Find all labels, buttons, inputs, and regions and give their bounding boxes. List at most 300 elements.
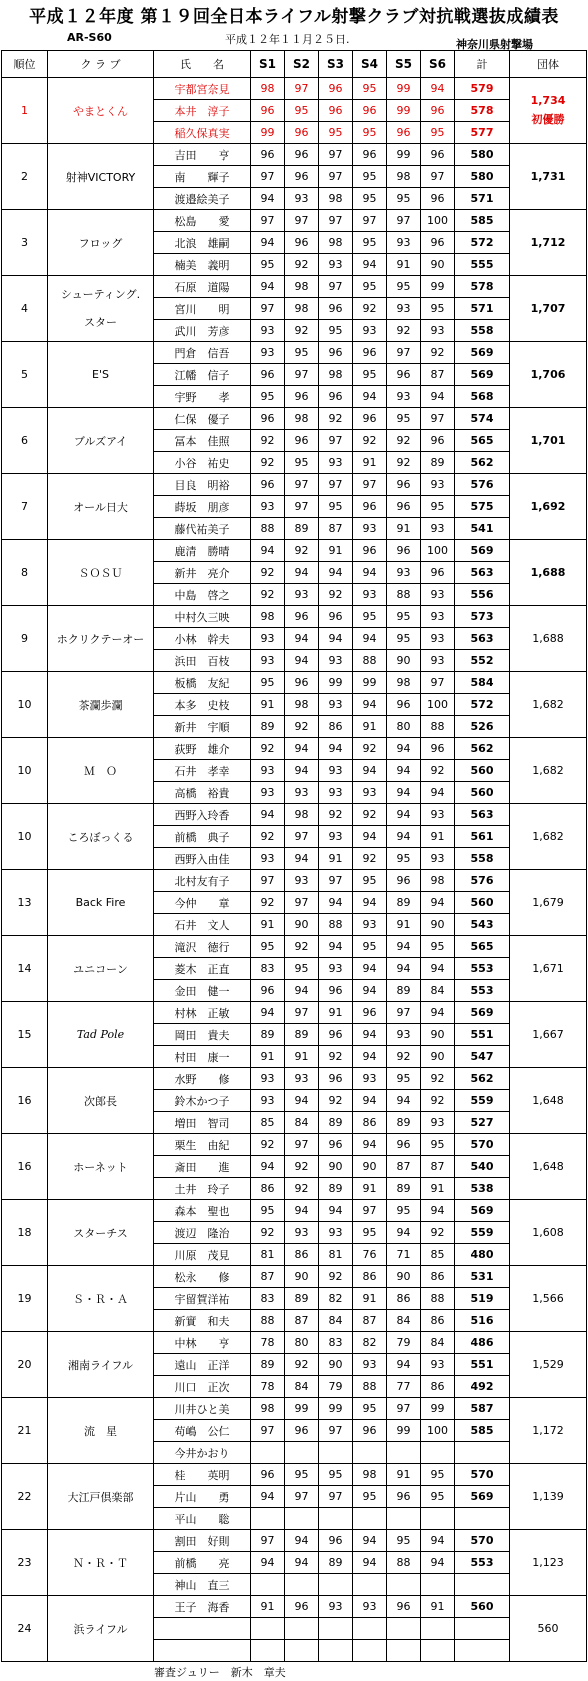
score-s2: 97 <box>285 474 319 496</box>
shooter-total: 569 <box>455 1486 510 1508</box>
score-s4: 88 <box>353 650 387 672</box>
score-s1: 93 <box>251 342 285 364</box>
score-s4: 93 <box>353 914 387 936</box>
score-s2: 95 <box>285 100 319 122</box>
score-s5: 96 <box>387 870 421 892</box>
header-club: ク ラ ブ <box>48 51 154 78</box>
score-s4: 96 <box>353 100 387 122</box>
score-s3: 97 <box>319 166 353 188</box>
shooter-name: 川井ひと美 <box>154 1398 251 1420</box>
team-rank: 1 <box>2 78 48 144</box>
score-s1: 97 <box>251 1420 285 1442</box>
team-total <box>510 606 587 672</box>
score-s5: 77 <box>387 1376 421 1398</box>
score-s3: 96 <box>319 100 353 122</box>
score-s3: 96 <box>319 1068 353 1090</box>
shooter-name: 吉田 亨 <box>154 144 251 166</box>
shooter-total: 573 <box>455 606 510 628</box>
team-rank: 10 <box>2 672 48 738</box>
score-s1: 98 <box>251 1398 285 1420</box>
shooter-total: 486 <box>455 1332 510 1354</box>
team-total <box>510 1266 587 1332</box>
score-s4: 82 <box>353 1332 387 1354</box>
team-club <box>48 210 154 276</box>
team-total-value: 1,608 <box>532 1226 564 1239</box>
score-s4: 95 <box>353 122 387 144</box>
team-club <box>48 1200 154 1266</box>
team-club-label: やまとくん <box>73 104 128 118</box>
team-total-value: 1,172 <box>532 1424 564 1437</box>
score-s3 <box>319 1442 353 1464</box>
score-s6: 90 <box>421 254 455 276</box>
shooter-name: 冨本 佳照 <box>154 430 251 452</box>
score-s5: 93 <box>387 232 421 254</box>
header-s2: S2 <box>285 51 319 78</box>
score-s6: 93 <box>421 804 455 826</box>
score-s4: 96 <box>353 408 387 430</box>
score-s3: 96 <box>319 78 353 100</box>
team-total-value: 1,692 <box>530 500 566 513</box>
team-total-value: 1,529 <box>532 1358 564 1371</box>
score-s6: 85 <box>421 1244 455 1266</box>
score-s3: 97 <box>319 1420 353 1442</box>
score-s5: 86 <box>387 1288 421 1310</box>
shooter-name: 遠山 正洋 <box>154 1354 251 1376</box>
team-club-line2: スター <box>84 315 117 329</box>
shooter-name: 江幡 信子 <box>154 364 251 386</box>
score-s5: 91 <box>387 254 421 276</box>
score-s3: 94 <box>319 628 353 650</box>
championship-note: 初優勝 <box>531 113 565 126</box>
team-total <box>510 78 587 144</box>
score-s1: 78 <box>251 1376 285 1398</box>
table-row <box>2 606 587 628</box>
team-club-label: 射神VICTORY <box>65 170 136 184</box>
score-s5: 96 <box>387 1134 421 1156</box>
team-total-value: 560 <box>537 1622 559 1635</box>
score-s4: 94 <box>353 892 387 914</box>
team-total <box>510 1464 587 1530</box>
team-club-label: 浜ライフル <box>73 1622 128 1636</box>
score-s2: 95 <box>285 452 319 474</box>
score-s6: 86 <box>421 1266 455 1288</box>
score-s5: 95 <box>387 1530 421 1552</box>
shooter-total: 553 <box>455 1552 510 1574</box>
score-s2: 99 <box>285 1398 319 1420</box>
team-total <box>510 1596 587 1662</box>
score-s6 <box>421 1574 455 1596</box>
header-team: 団体 <box>510 51 587 78</box>
shooter-name: 鹿清 勝晴 <box>154 540 251 562</box>
shooter-total: 558 <box>455 848 510 870</box>
score-s3: 97 <box>319 276 353 298</box>
score-s3 <box>319 1508 353 1530</box>
score-s5: 95 <box>387 1068 421 1090</box>
shooter-name: 本多 史枝 <box>154 694 251 716</box>
shooter-total: 552 <box>455 650 510 672</box>
shooter-total: 553 <box>455 980 510 1002</box>
team-total-value: 1,701 <box>530 434 566 447</box>
score-s5: 92 <box>387 320 421 342</box>
score-s1: 97 <box>251 210 285 232</box>
score-s5: 92 <box>387 1046 421 1068</box>
score-s3: 94 <box>319 936 353 958</box>
shooter-name: 新井 宇順 <box>154 716 251 738</box>
shooter-name: 松島 愛 <box>154 210 251 232</box>
score-s3: 93 <box>319 1222 353 1244</box>
score-s6: 95 <box>421 1464 455 1486</box>
team-total <box>510 1134 587 1200</box>
score-s1: 94 <box>251 276 285 298</box>
score-s6: 96 <box>421 562 455 584</box>
score-s6: 96 <box>421 100 455 122</box>
team-club <box>48 144 154 210</box>
shooter-name: 楠美 義明 <box>154 254 251 276</box>
score-s5: 99 <box>387 144 421 166</box>
score-s4: 94 <box>353 958 387 980</box>
score-s4: 95 <box>353 166 387 188</box>
score-s6: 94 <box>421 78 455 100</box>
score-s3: 92 <box>319 1090 353 1112</box>
score-s4: 92 <box>353 738 387 760</box>
score-s2: 90 <box>285 1266 319 1288</box>
score-s1: 93 <box>251 760 285 782</box>
header-s5: S5 <box>387 51 421 78</box>
shooter-name: 岡田 貴夫 <box>154 1024 251 1046</box>
shooter-name: 平山 聡 <box>154 1508 251 1530</box>
shooter-total: 584 <box>455 672 510 694</box>
score-s4 <box>353 1618 387 1640</box>
team-club-label: ブルズアイ <box>73 434 128 448</box>
team-total <box>510 1332 587 1398</box>
score-s4: 95 <box>353 870 387 892</box>
score-s2: 84 <box>285 1376 319 1398</box>
score-s6: 100 <box>421 1420 455 1442</box>
team-total-value: 1,682 <box>532 830 564 843</box>
score-s3: 95 <box>319 496 353 518</box>
score-s6: 94 <box>421 782 455 804</box>
score-s5: 94 <box>387 1354 421 1376</box>
team-club <box>48 1332 154 1398</box>
team-club <box>48 408 154 474</box>
score-s3: 96 <box>319 1024 353 1046</box>
score-s6: 92 <box>421 1068 455 1090</box>
score-s4: 88 <box>353 1376 387 1398</box>
shooter-name: 板橋 友紀 <box>154 672 251 694</box>
score-s5 <box>387 1442 421 1464</box>
shooter-total: 560 <box>455 782 510 804</box>
score-s6: 95 <box>421 1486 455 1508</box>
shooter-name: 武川 芳彦 <box>154 320 251 342</box>
team-club-label: Ｓ・Ｒ・Ａ <box>73 1292 128 1306</box>
score-s1 <box>251 1442 285 1464</box>
score-s5: 96 <box>387 364 421 386</box>
score-s4: 96 <box>353 1002 387 1024</box>
table-row <box>2 1596 587 1618</box>
score-s4: 98 <box>353 1464 387 1486</box>
score-s2: 94 <box>285 760 319 782</box>
score-s1: 91 <box>251 1596 285 1618</box>
score-s3: 97 <box>319 474 353 496</box>
shooter-name: 本井 淳子 <box>154 100 251 122</box>
score-s1: 91 <box>251 914 285 936</box>
team-club <box>48 78 154 144</box>
shooter-total: 570 <box>455 1530 510 1552</box>
shooter-name <box>154 1640 251 1662</box>
score-s5: 94 <box>387 804 421 826</box>
shooter-name: 前橋 亮 <box>154 1552 251 1574</box>
score-s6: 94 <box>421 1552 455 1574</box>
score-s5: 97 <box>387 342 421 364</box>
score-s1: 92 <box>251 452 285 474</box>
score-s2: 96 <box>285 430 319 452</box>
shooter-total: 572 <box>455 694 510 716</box>
score-s6: 100 <box>421 540 455 562</box>
team-club-label: Ｍ Ｏ <box>84 764 117 778</box>
shooter-total: 555 <box>455 254 510 276</box>
team-rank: 9 <box>2 606 48 672</box>
score-s1: 96 <box>251 1464 285 1486</box>
team-club-label: ホクリクテーオー <box>56 632 145 646</box>
shooter-name: 中村久三映 <box>154 606 251 628</box>
table-row <box>2 936 587 958</box>
score-s6: 94 <box>421 386 455 408</box>
score-s3: 91 <box>319 540 353 562</box>
score-s3: 96 <box>319 342 353 364</box>
score-s5: 98 <box>387 672 421 694</box>
score-s3: 94 <box>319 738 353 760</box>
score-s1: 93 <box>251 1090 285 1112</box>
score-s6: 92 <box>421 1090 455 1112</box>
shooter-name: 小林 幹夫 <box>154 628 251 650</box>
score-s3: 86 <box>319 716 353 738</box>
score-s2: 94 <box>285 1552 319 1574</box>
team-total <box>510 540 587 606</box>
score-s1: 96 <box>251 980 285 1002</box>
score-s5: 84 <box>387 1310 421 1332</box>
score-s3: 93 <box>319 826 353 848</box>
team-rank: 10 <box>2 738 48 804</box>
score-s3: 93 <box>319 958 353 980</box>
score-s3: 98 <box>319 364 353 386</box>
shooter-name: 石井 孝幸 <box>154 760 251 782</box>
score-s5: 91 <box>387 1464 421 1486</box>
score-s4: 94 <box>353 694 387 716</box>
score-s2 <box>285 1442 319 1464</box>
score-s5: 91 <box>387 518 421 540</box>
score-s2: 96 <box>285 672 319 694</box>
score-s6: 87 <box>421 364 455 386</box>
team-club <box>48 870 154 936</box>
score-s1: 93 <box>251 848 285 870</box>
score-s2 <box>285 1508 319 1530</box>
team-total-value: 1,734 <box>530 94 566 107</box>
score-s1: 94 <box>251 1486 285 1508</box>
team-club <box>48 1266 154 1332</box>
score-s6: 86 <box>421 1310 455 1332</box>
table-row <box>2 210 587 232</box>
score-s4: 94 <box>353 1134 387 1156</box>
score-s4: 97 <box>353 1200 387 1222</box>
score-s2: 93 <box>285 1222 319 1244</box>
table-row <box>2 1200 587 1222</box>
score-s1: 94 <box>251 232 285 254</box>
score-s1: 98 <box>251 78 285 100</box>
header-rank: 順位 <box>2 51 48 78</box>
team-rank: 21 <box>2 1398 48 1464</box>
score-s2: 93 <box>285 584 319 606</box>
score-s3: 82 <box>319 1288 353 1310</box>
team-total <box>510 342 587 408</box>
score-s5: 88 <box>387 1552 421 1574</box>
shooter-name: 石井 文人 <box>154 914 251 936</box>
score-s2: 80 <box>285 1332 319 1354</box>
score-s5: 95 <box>387 408 421 430</box>
shooter-total: 570 <box>455 1134 510 1156</box>
score-s2: 96 <box>285 232 319 254</box>
team-total-value: 1,123 <box>532 1556 564 1569</box>
shooter-total <box>455 1442 510 1464</box>
shooter-total: 569 <box>455 342 510 364</box>
score-s3: 93 <box>319 782 353 804</box>
score-s1 <box>251 1574 285 1596</box>
shooter-name: 蒔坂 朋彦 <box>154 496 251 518</box>
score-s5: 80 <box>387 716 421 738</box>
team-club <box>48 1530 154 1596</box>
score-s6: 96 <box>421 144 455 166</box>
score-s5: 89 <box>387 1112 421 1134</box>
score-s6: 93 <box>421 650 455 672</box>
score-s6: 90 <box>421 1046 455 1068</box>
table-row <box>2 804 587 826</box>
shooter-total: 587 <box>455 1398 510 1420</box>
score-s3: 93 <box>319 452 353 474</box>
score-s4: 95 <box>353 276 387 298</box>
team-club <box>48 804 154 870</box>
score-s6: 91 <box>421 1178 455 1200</box>
score-s1: 83 <box>251 1288 285 1310</box>
score-s3: 93 <box>319 254 353 276</box>
score-s4: 94 <box>353 386 387 408</box>
score-s5: 93 <box>387 386 421 408</box>
results-table <box>1 50 587 1662</box>
score-s4: 94 <box>353 1530 387 1552</box>
score-s5: 99 <box>387 78 421 100</box>
score-s3: 92 <box>319 584 353 606</box>
score-s4: 94 <box>353 628 387 650</box>
team-club-label: E'S <box>92 368 109 381</box>
score-s1: 93 <box>251 496 285 518</box>
score-s2: 97 <box>285 78 319 100</box>
score-s3: 91 <box>319 848 353 870</box>
score-s2: 94 <box>285 738 319 760</box>
shooter-total <box>455 1618 510 1640</box>
shooter-total: 551 <box>455 1024 510 1046</box>
shooter-name: 宮川 明 <box>154 298 251 320</box>
score-s2: 94 <box>285 650 319 672</box>
score-s4: 92 <box>353 430 387 452</box>
score-s4: 94 <box>353 562 387 584</box>
score-s1: 95 <box>251 672 285 694</box>
score-s6: 100 <box>421 210 455 232</box>
results-body <box>2 78 587 1662</box>
score-s2: 96 <box>285 1420 319 1442</box>
score-s5 <box>387 1574 421 1596</box>
score-s4: 95 <box>353 606 387 628</box>
score-s1: 94 <box>251 540 285 562</box>
table-row <box>2 738 587 760</box>
score-s1: 92 <box>251 430 285 452</box>
team-club-label: フロッグ <box>78 236 123 250</box>
score-s4 <box>353 1640 387 1662</box>
score-s2: 96 <box>285 166 319 188</box>
team-rank: 15 <box>2 1002 48 1068</box>
score-s3: 93 <box>319 694 353 716</box>
score-s5: 87 <box>387 1156 421 1178</box>
score-s2: 96 <box>285 122 319 144</box>
shooter-name: 栗生 由紀 <box>154 1134 251 1156</box>
shooter-total <box>455 1508 510 1530</box>
score-s6: 92 <box>421 1222 455 1244</box>
score-s4: 91 <box>353 1288 387 1310</box>
score-s1: 95 <box>251 1200 285 1222</box>
score-s2: 98 <box>285 804 319 826</box>
score-s6: 96 <box>421 738 455 760</box>
score-s1: 92 <box>251 562 285 584</box>
score-s2: 97 <box>285 1002 319 1024</box>
score-s3: 79 <box>319 1376 353 1398</box>
team-club-label: スターチス <box>73 1226 128 1240</box>
team-rank: 20 <box>2 1332 48 1398</box>
score-s5: 91 <box>387 914 421 936</box>
shooter-name: 松永 修 <box>154 1266 251 1288</box>
score-s1 <box>251 1508 285 1530</box>
score-s4: 95 <box>353 936 387 958</box>
score-s6: 94 <box>421 1200 455 1222</box>
score-s5: 99 <box>387 100 421 122</box>
score-s6: 93 <box>421 628 455 650</box>
shooter-total <box>455 1574 510 1596</box>
score-s5: 94 <box>387 1090 421 1112</box>
table-row <box>2 672 587 694</box>
team-rank: 24 <box>2 1596 48 1662</box>
shooter-total: 516 <box>455 1310 510 1332</box>
score-s5 <box>387 1618 421 1640</box>
shooter-total: 553 <box>455 958 510 980</box>
score-s1: 92 <box>251 826 285 848</box>
score-s3: 96 <box>319 298 353 320</box>
score-s5: 95 <box>387 628 421 650</box>
shooter-name: 村田 康一 <box>154 1046 251 1068</box>
team-rank: 2 <box>2 144 48 210</box>
score-s2: 94 <box>285 848 319 870</box>
shooter-total: 551 <box>455 1354 510 1376</box>
team-rank: 4 <box>2 276 48 342</box>
score-s1: 94 <box>251 804 285 826</box>
shooter-total: 585 <box>455 1420 510 1442</box>
shooter-total: 569 <box>455 1200 510 1222</box>
score-s4: 86 <box>353 1266 387 1288</box>
score-s4: 91 <box>353 716 387 738</box>
team-club-label: オール日大 <box>73 500 128 514</box>
score-s4: 90 <box>353 1156 387 1178</box>
team-total-value: 1,648 <box>532 1160 564 1173</box>
shooter-total: 576 <box>455 474 510 496</box>
score-s5: 94 <box>387 738 421 760</box>
shooter-name: 南 輝子 <box>154 166 251 188</box>
table-row <box>2 1068 587 1090</box>
team-total <box>510 1200 587 1266</box>
